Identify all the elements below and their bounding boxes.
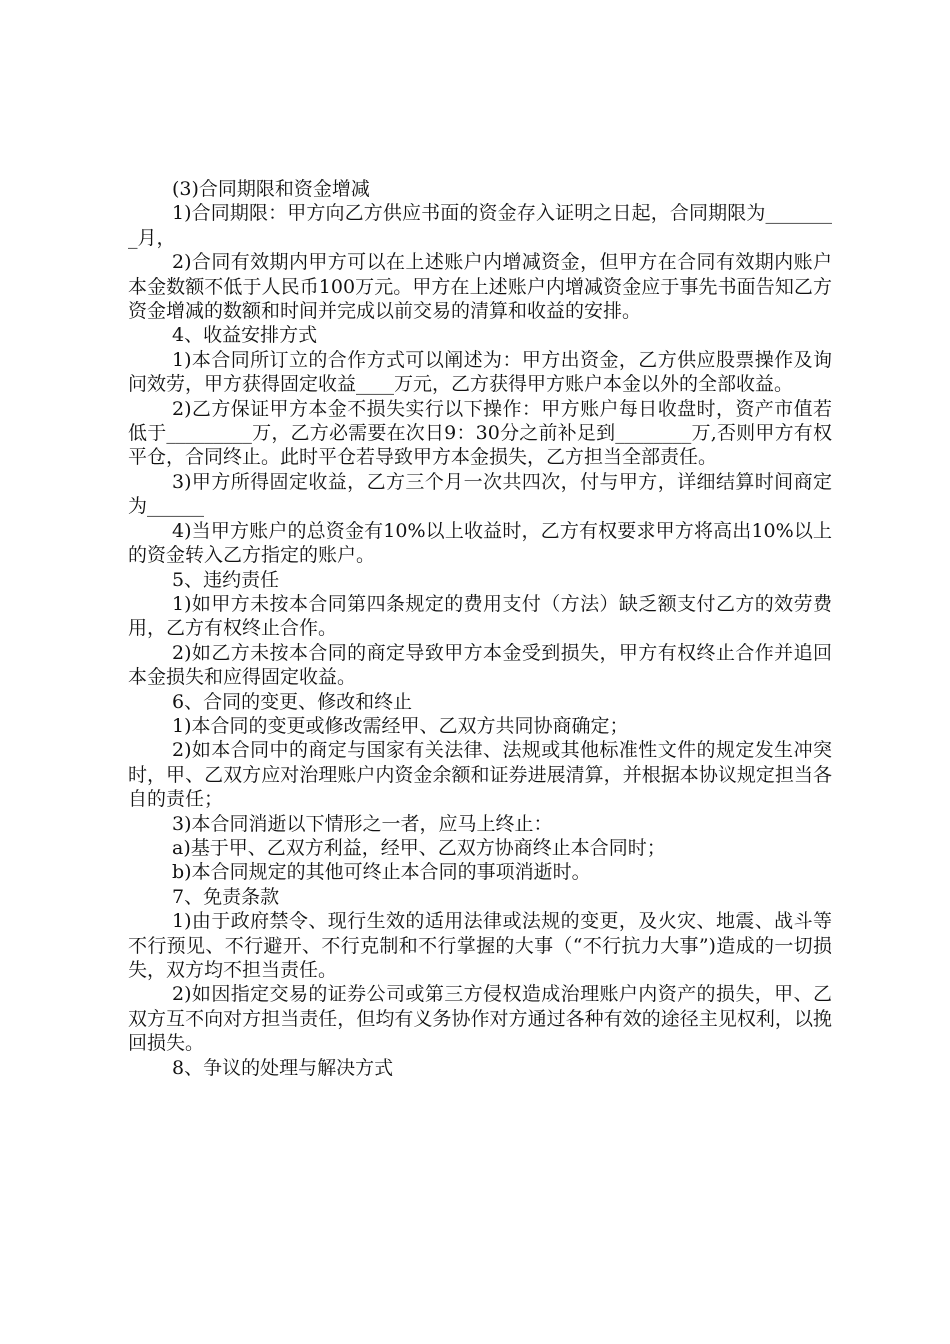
paragraph: b)本合同规定的其他可终止本合同的事项消逝时。 — [172, 861, 591, 884]
section-heading-dispute: 8、争议的处理与解决方式 — [172, 1056, 394, 1079]
document-body — [128, 177, 832, 1080]
section-heading-income: 4、收益安排方式 — [172, 324, 318, 347]
paragraph: 2)乙方保证甲方本金不损失实行以下操作：甲方账户每日收盘时，资产市值若低于_________万，乙方必需要在次日9：30分之前补足到________万,否则甲方有权平仓，合同终止。此时平仓若导致甲方本金损失，乙方担当全部责任。 — [128, 397, 832, 469]
paragraph: 2)如本合同中的商定与国家有关法律、法规或其他标准性文件的规定发生冲突时，甲、乙双方应对治理账户内资金余额和证券进展清算，并根据本协议规定担当各自的责任； — [128, 739, 832, 811]
paragraph: 1)合同期限：甲方向乙方供应书面的资金存入证明之日起，合同期限为________月， — [128, 202, 832, 249]
paragraph: 3)本合同消逝以下情形之一者，应马上终止： — [172, 812, 553, 835]
section-heading-term: (3)合同期限和资金增减 — [172, 178, 370, 200]
paragraph: a)基于甲、乙双方利益，经甲、乙双方协商终止本合同时； — [172, 836, 666, 859]
paragraph: 2)如乙方未按本合同的商定导致甲方本金受到损失，甲方有权终止合作并追回本金损失和应得固定收益。 — [128, 641, 832, 689]
paragraph: 4)当甲方账户的总资金有10%以上收益时，乙方有权要求甲方将高出10%以上的资金转入乙方指定的账户。 — [128, 519, 832, 567]
section-heading-change: 6、合同的变更、修改和终止 — [172, 690, 413, 713]
section-heading-breach: 5、违约责任 — [172, 568, 280, 591]
paragraph: 3)甲方所得固定收益，乙方三个月一次共四次，付与甲方，详细结算时间商定为______ — [128, 470, 832, 518]
paragraph: 2)合同有效期内甲方可以在上述账户内增减资金，但甲方在合同有效期内账户本金数额不低于人民币100万元。甲方在上述账户内增减资金应于事先书面告知乙方资金增减的数额和时间并完成以前交易的清算和收益的安排。 — [128, 251, 832, 323]
section-heading-exemption: 7、免责条款 — [172, 885, 280, 908]
paragraph: 1)如甲方未按本合同第四条规定的费用支付（方法）缺乏额支付乙方的效劳费用，乙方有权终止合作。 — [128, 592, 832, 640]
paragraph: 1)本合同所订立的合作方式可以阐述为：甲方出资金，乙方供应股票操作及询问效劳，甲方获得固定收益____万元，乙方获得甲方账户本金以外的全部收益。 — [128, 348, 832, 396]
paragraph: 1)由于政府禁令、现行生效的适用法律或法规的变更，及火灾、地震、战斗等不行预见、不行避开、不行克制和不行掌握的大事（“不行抗力大事”)造成的一切损失，双方均不担当责任。 — [128, 910, 832, 981]
paragraph: 1)本合同的变更或修改需经甲、乙双方共同协商确定； — [172, 714, 629, 737]
paragraph: 2)如因指定交易的证券公司或第三方侵权造成治理账户内资产的损失，甲、乙双方互不向对方担当责任，但均有义务协作对方通过各种有效的途径主见权利，以挽回损失。 — [128, 983, 832, 1055]
